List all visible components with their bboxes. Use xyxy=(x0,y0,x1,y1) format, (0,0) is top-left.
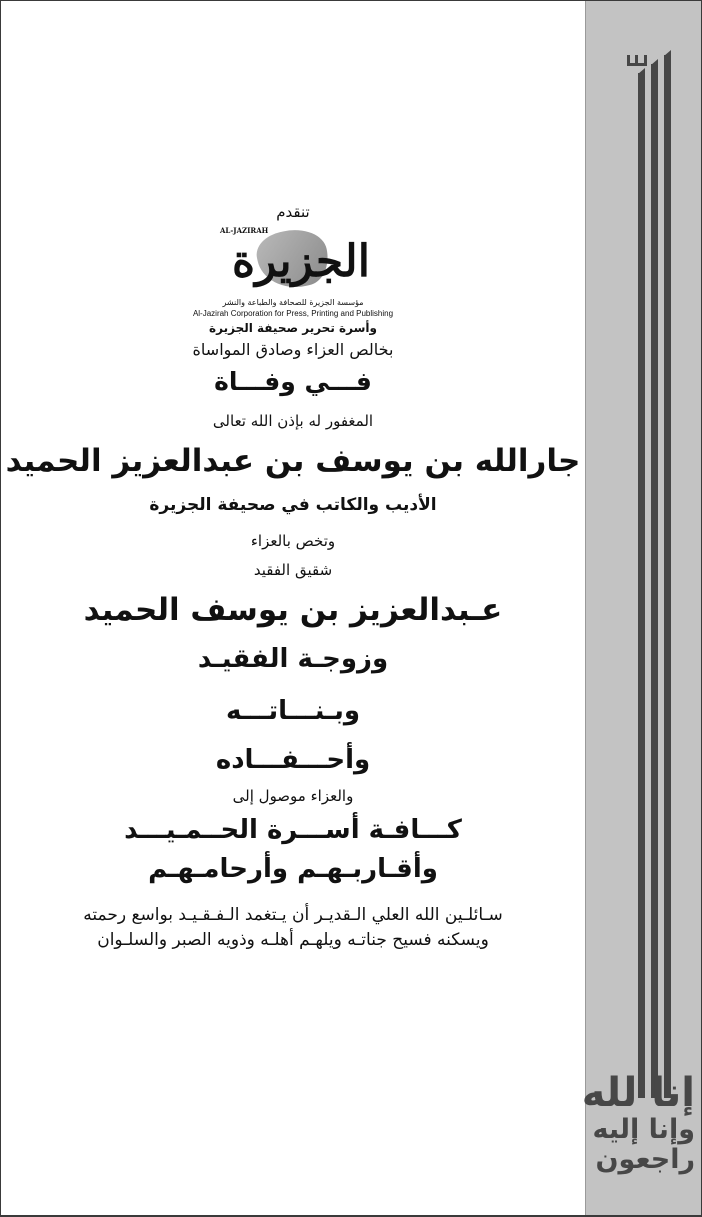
quran-verse-side-panel xyxy=(581,1,701,1215)
presented-by-label: تنقدم xyxy=(276,203,310,221)
vertical-bar-icon xyxy=(651,64,658,1098)
deceased-title: الأديب والكاتب في صحيفة الجزيرة xyxy=(149,495,437,515)
daughters-line: وبـنـــاتـــه xyxy=(225,696,361,726)
wife-line: وزوجـة الفقيـد xyxy=(197,644,389,674)
verse-line-2: وإنا إليه xyxy=(592,1114,695,1145)
brother-name: عـبدالعزيز بن يوسف الحميد xyxy=(83,592,503,628)
corporation-name-english: Al-Jazirah Corporation for Press, Printing and Publishing xyxy=(192,309,394,318)
special-condolence-label: وتخص بالعزاء xyxy=(250,532,336,550)
death-heading: فـــي وفـــاة xyxy=(214,367,372,396)
corporation-name-arabic: مؤسسة الجزيرة للصحافة والطباعة والنشر xyxy=(222,298,364,307)
logo-english-name: AL-JAZIRAH xyxy=(220,226,269,235)
shadda-diacritic-icon xyxy=(627,55,647,66)
prayer-line-1: سـائلـين الله العلي الـقديـر أن يـتغمد الـفـقـيـد بواسع رحمته xyxy=(83,905,503,925)
deceased-prefix: المغفور له بإذن الله تعالى xyxy=(212,412,374,430)
condolence-intro: بخالص العزاء وصادق المواساة xyxy=(192,340,394,359)
al-jazirah-logo xyxy=(206,222,396,300)
logo-arabic-name: الجزيرة xyxy=(232,236,370,287)
relatives-line: وأقـاربـهـم وأرحامـهـم xyxy=(148,854,438,884)
vertical-bar-icon xyxy=(664,55,671,1098)
editorial-staff-line: وأسرة تحرير صحيفة الجزيرة xyxy=(209,321,377,335)
family-line: كـــافـة أســـرة الحــمـيـــد xyxy=(124,815,462,845)
extended-condolence-label: والعزاء موصول إلى xyxy=(232,787,354,805)
verse-line-3: راجعون xyxy=(595,1144,695,1175)
grandchildren-line: وأحـــفـــاده xyxy=(215,745,371,775)
prayer-line-2: ويسكنه فسيح جناتـه ويلهـم أهلـه وذويه الصبر والسلـوان xyxy=(97,930,489,950)
deceased-name: جارالله بن يوسف بن عبدالعزيز الحميد xyxy=(5,443,581,479)
vertical-bar-icon xyxy=(638,73,645,1098)
brother-label: شقيق الفقيد xyxy=(253,561,333,579)
verse-line-1: إنا لله xyxy=(581,1070,695,1116)
